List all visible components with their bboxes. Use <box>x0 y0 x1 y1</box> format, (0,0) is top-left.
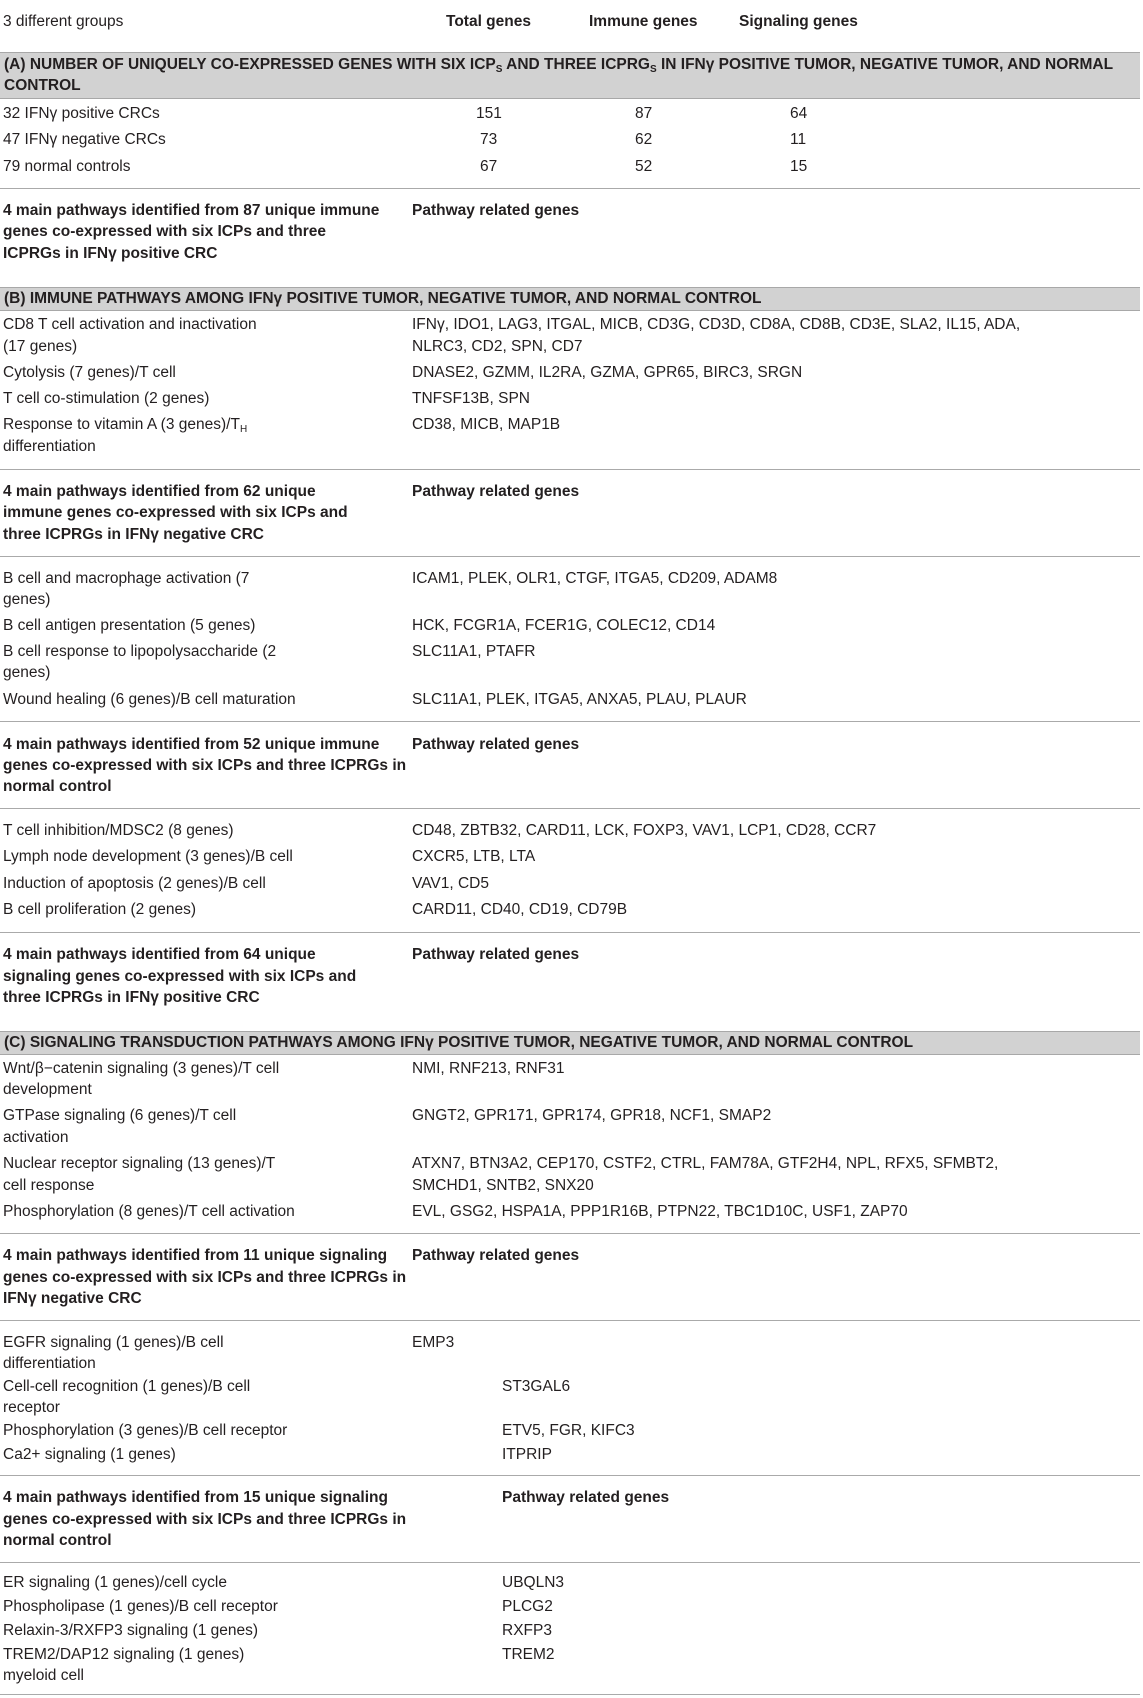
genes-header: Pathway related genes <box>412 483 580 500</box>
signaling-cell: 15 <box>790 158 808 175</box>
pathway-cell: CD8 T cell activation and inactivation <box>3 316 257 333</box>
genes-cell: ST3GAL6 <box>502 1378 571 1395</box>
subheader-line: immune genes co-expressed with six ICPs and <box>3 504 348 521</box>
genes-cell: ITPRIP <box>502 1446 552 1463</box>
divider <box>0 932 1140 933</box>
signaling-cell: 11 <box>790 131 807 148</box>
genes-header: Pathway related genes <box>412 202 580 219</box>
genes-cell: IFNγ, IDO1, LAG3, ITGAL, MICB, CD3G, CD3D, CD8A, CD8B, CD3E, SLA2, IL15, ADA, <box>412 316 1021 333</box>
pathway-cell: Cytolysis (7 genes)/T cell <box>3 364 176 381</box>
column-header-signaling: Signaling genes <box>739 13 858 30</box>
group-cell: 79 normal controls <box>3 158 131 175</box>
subheader-line: genes co-expressed with six ICPs and three ICPRGs in <box>3 1511 407 1528</box>
immune-cell: 52 <box>635 158 653 175</box>
genes-header: Pathway related genes <box>412 736 580 753</box>
pathway-cell: development <box>3 1081 92 1098</box>
subheader-line: 4 main pathways identified from 64 unique <box>3 946 316 963</box>
section-b-header <box>0 287 1140 311</box>
genes-cell: SMCHD1, SNTB2, SNX20 <box>412 1177 594 1194</box>
genes-cell: GNGT2, GPR171, GPR174, GPR18, NCF1, SMAP2 <box>412 1107 772 1124</box>
pathway-cell: Phospholipase (1 genes)/B cell receptor <box>3 1598 278 1615</box>
pathway-cell: B cell proliferation (2 genes) <box>3 901 196 918</box>
pathway-cell: Phosphorylation (3 genes)/B cell receptor <box>3 1422 288 1439</box>
genes-cell: UBQLN3 <box>502 1574 565 1591</box>
subheader-line: genes co-expressed with six ICPs and three ICPRGs in <box>3 1269 407 1286</box>
pathway-cell: myeloid cell <box>3 1667 84 1684</box>
divider <box>0 1562 1140 1563</box>
divider <box>0 469 1140 470</box>
pathway-cell: cell response <box>3 1177 95 1194</box>
pathway-cell: differentiation <box>3 438 96 455</box>
pathway-cell: differentiation <box>3 1355 96 1372</box>
genes-cell: CXCR5, LTB, LTA <box>412 848 536 865</box>
genes-cell: ATXN7, BTN3A2, CEP170, CSTF2, CTRL, FAM78A, GTF2H4, NPL, RFX5, SFMBT2, <box>412 1155 999 1172</box>
subheader-line: 4 main pathways identified from 52 unique immune <box>3 736 380 753</box>
genes-cell: EVL, GSG2, HSPA1A, PPP1R16B, PTPN22, TBC1D10C, USF1, ZAP70 <box>412 1203 908 1220</box>
genes-cell: CARD11, CD40, CD19, CD79B <box>412 901 628 918</box>
subheader-line: normal control <box>3 1532 112 1549</box>
section-a-title-sub1: S <box>495 64 503 75</box>
immune-cell: 87 <box>635 105 653 122</box>
group-cell: 32 IFNγ positive CRCs <box>3 105 160 122</box>
pathway-cell: Wnt/β−catenin signaling (3 genes)/T cell <box>3 1060 280 1077</box>
divider <box>0 188 1140 189</box>
divider <box>0 556 1140 557</box>
genes-cell: TREM2 <box>502 1646 555 1663</box>
pathway-cell: receptor <box>3 1399 60 1416</box>
divider <box>0 808 1140 809</box>
pathway-cell: Lymph node development (3 genes)/B cell <box>3 848 293 865</box>
column-header-total: Total genes <box>446 13 531 30</box>
divider <box>0 1233 1140 1234</box>
subheader-line: 4 main pathways identified from 62 unique <box>3 483 316 500</box>
divider <box>0 721 1140 722</box>
section-a-title-line2: CONTROL <box>4 77 81 94</box>
genes-cell: SLC11A1, PLEK, ITGA5, ANXA5, PLAU, PLAUR <box>412 691 747 708</box>
genes-cell: CD48, ZBTB32, CARD11, LCK, FOXP3, VAV1, LCP1, CD28, CCR7 <box>412 822 877 839</box>
pathway-cell: T cell co-stimulation (2 genes) <box>3 390 210 407</box>
section-c-header <box>0 1031 1140 1055</box>
column-header-immune: Immune genes <box>589 13 698 30</box>
genes-cell: NLRC3, CD2, SPN, CD7 <box>412 338 583 355</box>
genes-cell: CD38, MICB, MAP1B <box>412 416 561 433</box>
pathway-cell: Phosphorylation (8 genes)/T cell activation <box>3 1203 295 1220</box>
divider <box>0 1475 1140 1476</box>
total-cell: 67 <box>480 158 498 175</box>
genes-cell: NMI, RNF213, RNF31 <box>412 1060 565 1077</box>
section-a-title-sub2: S <box>649 64 657 75</box>
pathway-cell: EGFR signaling (1 genes)/B cell <box>3 1334 224 1351</box>
section-b-title: (B) IMMUNE PATHWAYS AMONG IFNγ POSITIVE TUMOR, NEGATIVE TUMOR, AND NORMAL CONTROL <box>4 290 762 307</box>
subheader-line: signaling genes co-expressed with six ICPs and <box>3 968 357 985</box>
section-a-title-post: IN IFNγ POSITIVE TUMOR, NEGATIVE TUMOR, AND NORMAL <box>656 56 1114 73</box>
pathway-cell: B cell antigen presentation (5 genes) <box>3 617 256 634</box>
genes-cell: EMP3 <box>412 1334 455 1351</box>
immune-cell: 62 <box>635 131 653 148</box>
genes-cell: PLCG2 <box>502 1598 553 1615</box>
subheader-line: three ICPRGs in IFNγ negative CRC <box>3 526 264 543</box>
genes-cell: VAV1, CD5 <box>412 875 489 892</box>
pathway-cell: activation <box>3 1129 69 1146</box>
section-a-header <box>0 52 1140 99</box>
pathway-cell: Ca2+ signaling (1 genes) <box>3 1446 176 1463</box>
pathway-cell: (17 genes) <box>3 338 78 355</box>
subheader-line: genes co-expressed with six ICPs and three <box>3 223 327 240</box>
subheader-line: 4 main pathways identified from 87 unique immune <box>3 202 380 219</box>
genes-cell: DNASE2, GZMM, IL2RA, GZMA, GPR65, BIRC3, SRGN <box>412 364 803 381</box>
pathway-cell: B cell response to lipopolysaccharide (2 <box>3 643 277 660</box>
pathway-cell: Relaxin-3/RXFP3 signaling (1 genes) <box>3 1622 259 1639</box>
genes-cell: ETV5, FGR, KIFC3 <box>502 1422 635 1439</box>
subheader-line: IFNγ negative CRC <box>3 1290 142 1307</box>
genes-header: Pathway related genes <box>502 1489 670 1506</box>
subheader-line: 4 main pathways identified from 11 unique signaling <box>3 1247 388 1264</box>
divider <box>0 1320 1140 1321</box>
subheader-line: three ICPRGs in IFNγ positive CRC <box>3 989 260 1006</box>
divider <box>0 1694 1140 1695</box>
subheader-line: ICPRGs in IFNγ positive CRC <box>3 245 218 262</box>
genes-cell: HCK, FCGR1A, FCER1G, COLEC12, CD14 <box>412 617 716 634</box>
genes-cell: RXFP3 <box>502 1622 552 1639</box>
group-cell: 47 IFNγ negative CRCs <box>3 131 166 148</box>
pathway-text: Response to vitamin A (3 genes)/T <box>3 416 240 433</box>
pathway-cell: Nuclear receptor signaling (13 genes)/T <box>3 1155 276 1172</box>
column-header-groups: 3 different groups <box>3 13 124 30</box>
total-cell: 151 <box>476 105 502 122</box>
genes-cell: TNFSF13B, SPN <box>412 390 530 407</box>
pathway-cell: TREM2/DAP12 signaling (1 genes) <box>3 1646 245 1663</box>
subheader-line: normal control <box>3 778 112 795</box>
signaling-cell: 64 <box>790 105 808 122</box>
pathway-cell: genes) <box>3 591 51 608</box>
pathway-cell: ER signaling (1 genes)/cell cycle <box>3 1574 227 1591</box>
pathway-cell: GTPase signaling (6 genes)/T cell <box>3 1107 237 1124</box>
pathway-cell: Cell-cell recognition (1 genes)/B cell <box>3 1378 251 1395</box>
section-c-title: (C) SIGNALING TRANSDUCTION PATHWAYS AMONG IFNγ POSITIVE TUMOR, NEGATIVE TUMOR, AND NORMAL CONTROL <box>4 1034 914 1051</box>
section-a-title-pre: (A) NUMBER OF UNIQUELY CO-EXPRESSED GENES WITH SIX ICP <box>4 56 496 73</box>
pathway-cell: Induction of apoptosis (2 genes)/B cell <box>3 875 266 892</box>
subheader-line: genes co-expressed with six ICPs and three ICPRGs in <box>3 757 407 774</box>
genes-header: Pathway related genes <box>412 1247 580 1264</box>
pathway-cell: T cell inhibition/MDSC2 (8 genes) <box>3 822 234 839</box>
section-a-title-mid: AND THREE ICPRG <box>502 56 650 73</box>
genes-cell: SLC11A1, PTAFR <box>412 643 536 660</box>
genes-header: Pathway related genes <box>412 946 580 963</box>
pathway-cell: genes) <box>3 664 51 681</box>
total-cell: 73 <box>480 131 498 148</box>
pathway-cell: B cell and macrophage activation (7 <box>3 570 250 587</box>
subheader-line: 4 main pathways identified from 15 unique signaling <box>3 1489 388 1506</box>
pathway-cell: Wound healing (6 genes)/B cell maturation <box>3 691 296 708</box>
pathway-subscript: H <box>239 424 248 435</box>
genes-cell: ICAM1, PLEK, OLR1, CTGF, ITGA5, CD209, ADAM8 <box>412 570 778 587</box>
